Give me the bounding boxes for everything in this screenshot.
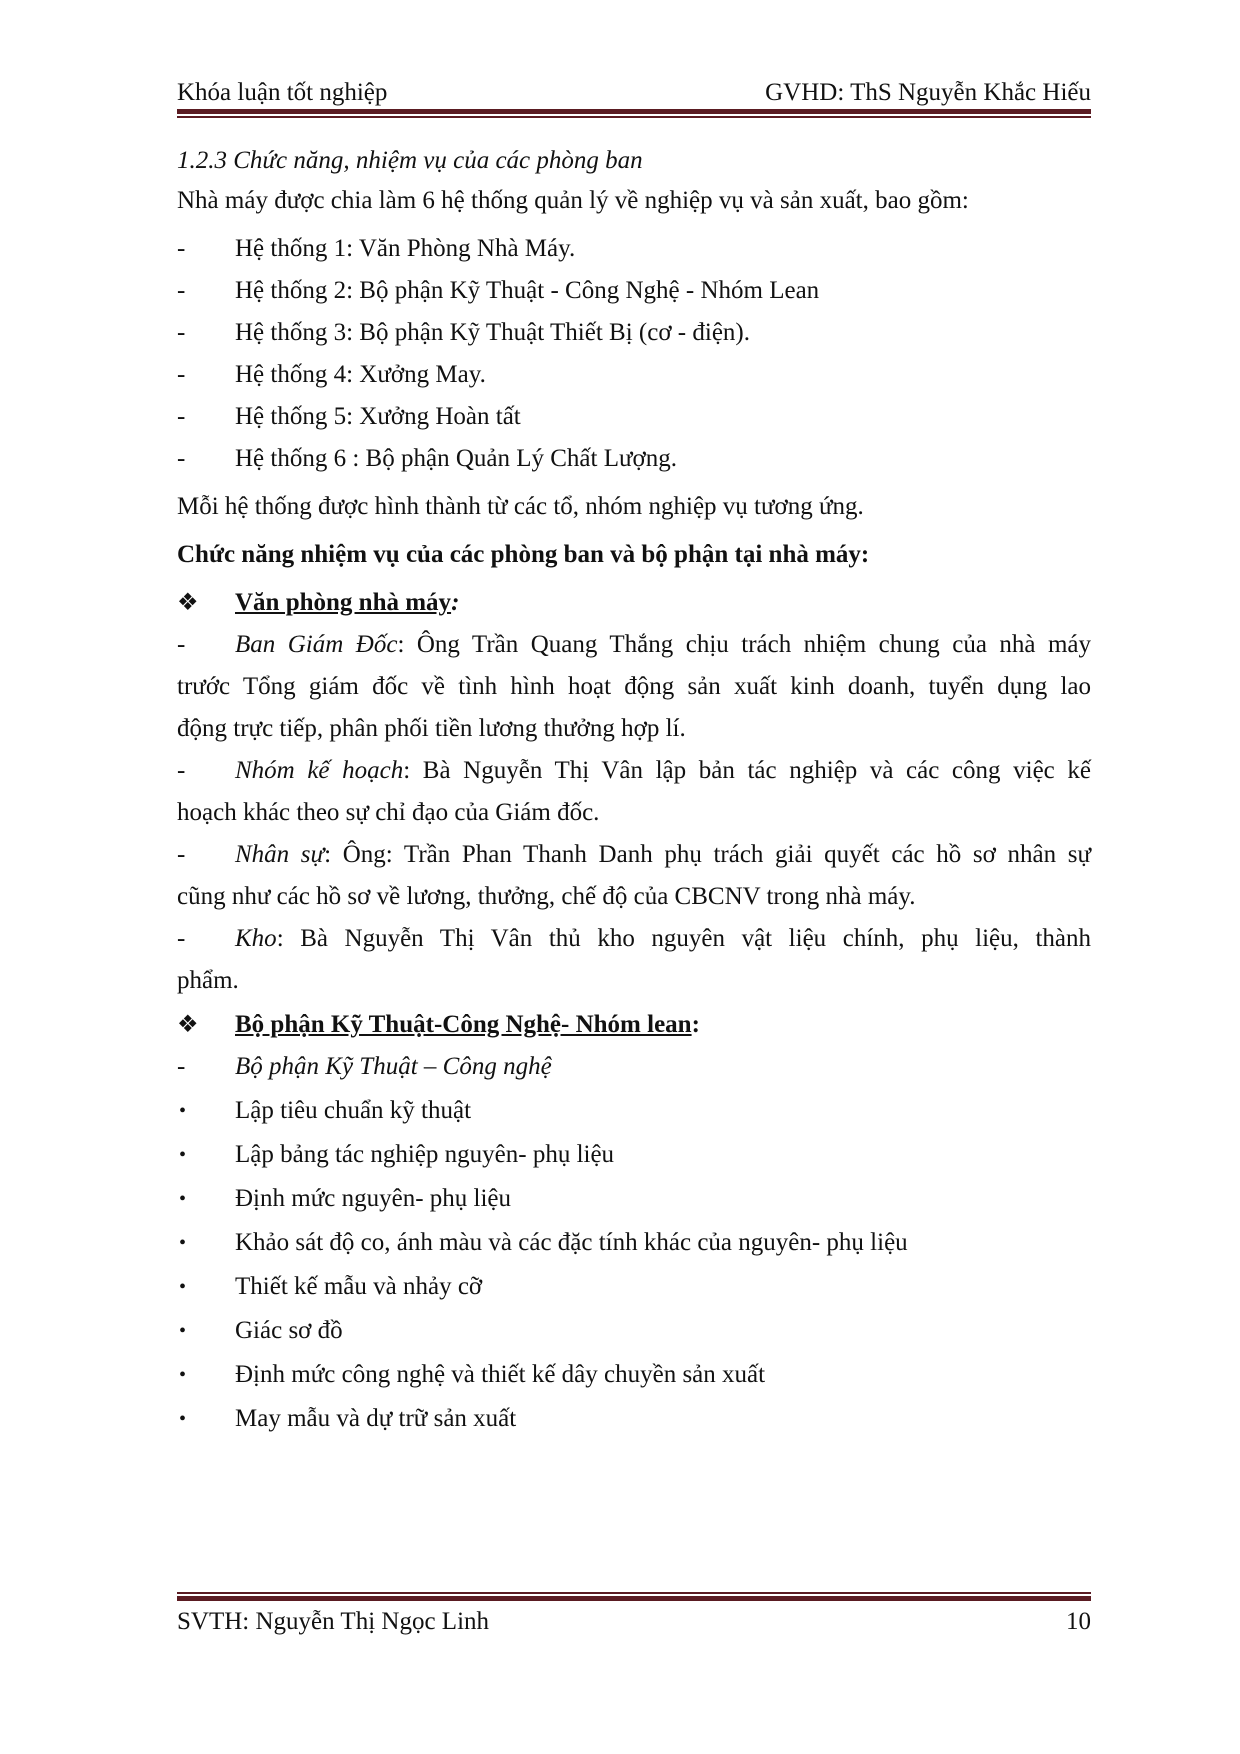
planning-text: : Bà Nguyễn Thị Vân lập bản tác nghiệp và các công việc kế: [403, 757, 1091, 784]
tech-subheading-text: Bộ phận Kỹ Thuật – Công nghệ: [235, 1053, 552, 1080]
hr-text: : Ông: Trần Phan Thanh Danh phụ trách giải quyết các hồ sơ nhân sự: [324, 841, 1091, 868]
system-text: Hệ thống 2: Bộ phận Kỹ Thuật - Công Nghệ - Nhóm Lean: [235, 277, 820, 304]
system-text: Hệ thống 5: Xưởng Hoàn tất: [235, 403, 521, 430]
system-text: Hệ thống 4: Xưởng May.: [235, 361, 486, 388]
summary-paragraph: Mỗi hệ thống được hình thành từ các tổ, nhóm nghiệp vụ tương ứng.: [177, 493, 864, 520]
office-heading-text: Văn phòng nhà máy: [235, 589, 452, 616]
list-item-text: Định mức công nghệ và thiết kế dây chuyền sản xuất: [235, 1361, 766, 1388]
list-item: [177, 1314, 1091, 1348]
system-item: [177, 232, 1091, 266]
header-supervisor: GVHD: ThS Nguyễn Khắc Hiếu: [765, 79, 1091, 106]
board-text: : Ông Trần Quang Thắng chịu trách nhiệm chung của nhà máy: [397, 631, 1091, 658]
hr-line-2: cũng như các hồ sơ về lương, thưởng, chế độ của CBCNV trong nhà máy.: [177, 883, 916, 910]
system-item: [177, 316, 1091, 350]
functions-heading: Chức năng nhiệm vụ của các phòng ban và bộ phận tại nhà máy:: [177, 541, 870, 568]
system-item: [177, 442, 1091, 476]
list-item: [177, 1270, 1091, 1304]
footer-rule: [177, 1592, 1091, 1601]
page-header: [177, 76, 1091, 110]
warehouse-line-2: phẩm.: [177, 967, 239, 994]
system-text: Hệ thống 1: Văn Phòng Nhà Máy.: [235, 235, 576, 262]
bullet-marker: •: [179, 1364, 187, 1386]
warehouse-label: Kho: [235, 925, 277, 952]
office-heading-suffix: :: [451, 589, 460, 616]
system-text: Hệ thống 6 : Bộ phận Quản Lý Chất Lượng.: [235, 445, 677, 472]
bullet-marker: •: [179, 1232, 187, 1254]
system-item: [177, 274, 1091, 308]
list-item-text: Khảo sát độ co, ánh màu và các đặc tính khác của nguyên- phụ liệu: [235, 1229, 908, 1256]
warehouse-text: : Bà Nguyễn Thị Vân thủ kho nguyên vật liệu chính, phụ liệu, thành: [276, 925, 1091, 952]
system-text: Hệ thống 3: Bộ phận Kỹ Thuật Thiết Bị (cơ - điện).: [235, 319, 750, 346]
warehouse-line-1: [177, 922, 1091, 956]
dash-marker: -: [177, 925, 186, 952]
list-item-text: Giác sơ đồ: [235, 1317, 343, 1344]
hr-label: Nhân sự: [235, 841, 325, 868]
dash-marker: -: [177, 277, 186, 304]
page-number: 10: [1066, 1608, 1091, 1635]
tech-heading-text: Bộ phận Kỹ Thuật-Công Nghệ- Nhóm lean: [235, 1011, 692, 1038]
list-item: [177, 1094, 1091, 1128]
header-thesis-title: Khóa luận tốt nghiệp: [177, 79, 388, 106]
dash-marker: -: [177, 235, 186, 262]
header-rule: [177, 109, 1091, 118]
diamond-bullet-icon: ❖: [177, 590, 199, 616]
tech-heading: [177, 1008, 1091, 1042]
list-item: [177, 1138, 1091, 1172]
dash-marker: -: [177, 841, 186, 868]
bullet-marker: •: [179, 1144, 187, 1166]
board-line-1: [177, 628, 1091, 662]
list-item: [177, 1358, 1091, 1392]
board-line-3: động trực tiếp, phân phối tiền lương thưởng hợp lí.: [177, 715, 686, 742]
dash-marker: -: [177, 1053, 186, 1080]
list-item: [177, 1402, 1091, 1436]
list-item-text: Lập bảng tác nghiệp nguyên- phụ liệu: [235, 1141, 615, 1168]
tech-subheading: [177, 1050, 1091, 1084]
footer-student: SVTH: Nguyễn Thị Ngọc Linh: [177, 1608, 490, 1635]
dash-marker: -: [177, 319, 186, 346]
list-item-text: May mẫu và dự trữ sản xuất: [235, 1405, 517, 1432]
board-label: Ban Giám Đốc: [235, 631, 398, 658]
dash-marker: -: [177, 757, 186, 784]
hr-line-1: [177, 838, 1091, 872]
planning-label: Nhóm kế hoạch: [235, 757, 404, 784]
page-footer: [177, 1605, 1091, 1639]
system-item: [177, 400, 1091, 434]
board-line-2: trước Tổng giám đốc về tình hình hoạt động sản xuất kinh doanh, tuyển dụng lao: [177, 673, 1091, 700]
diamond-bullet-icon: ❖: [177, 1012, 199, 1038]
dash-marker: -: [177, 631, 186, 658]
list-item: [177, 1226, 1091, 1260]
bullet-marker: •: [179, 1276, 187, 1298]
section-title: 1.2.3 Chức năng, nhiệm vụ của các phòng ban: [177, 147, 643, 174]
dash-marker: -: [177, 445, 186, 472]
dash-marker: -: [177, 361, 186, 388]
bullet-marker: •: [179, 1188, 187, 1210]
office-heading: [177, 586, 1091, 620]
intro-paragraph: Nhà máy được chia làm 6 hệ thống quản lý về nghiệp vụ và sản xuất, bao gồm:: [177, 187, 969, 214]
list-item-text: Thiết kế mẫu và nhảy cỡ: [235, 1273, 483, 1300]
planning-line-1: [177, 754, 1091, 788]
list-item-text: Lập tiêu chuẩn kỹ thuật: [235, 1097, 472, 1124]
bullet-marker: •: [179, 1408, 187, 1430]
dash-marker: -: [177, 403, 186, 430]
system-item: [177, 358, 1091, 392]
planning-line-2: hoạch khác theo sự chỉ đạo của Giám đốc.: [177, 799, 600, 826]
tech-heading-suffix: :: [691, 1011, 700, 1038]
bullet-marker: •: [179, 1100, 187, 1122]
list-item: [177, 1182, 1091, 1216]
bullet-marker: •: [179, 1320, 187, 1342]
list-item-text: Định mức nguyên- phụ liệu: [235, 1185, 512, 1212]
